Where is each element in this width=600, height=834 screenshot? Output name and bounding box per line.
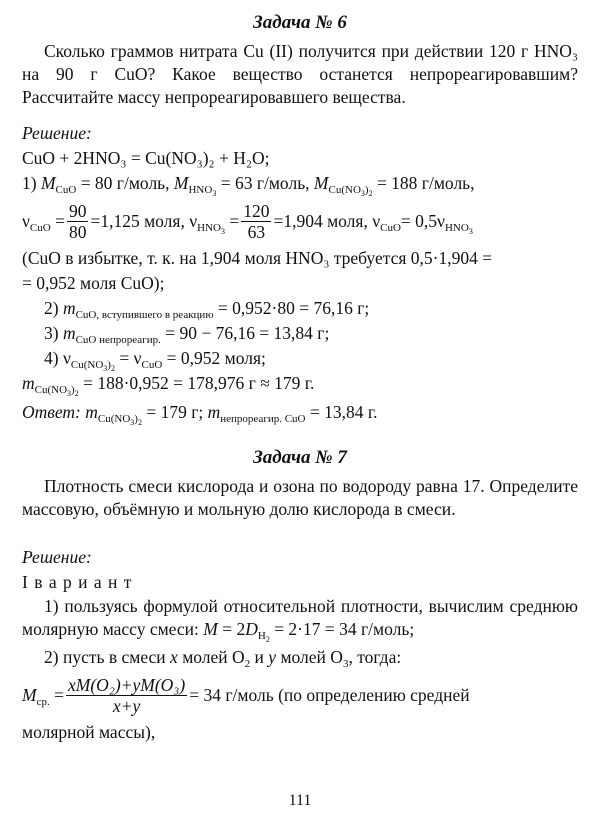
step3-sub: CuO непрореагир. [75,334,161,346]
mean-mass-tail-2: молярной массы), [22,722,156,742]
fraction-hno3: $\frac{120}{63}$ [243,200,270,242]
task6-statement: Сколько граммов нитрата Cu (II) получится при действии 120 г HNO₃ на 90 г CuO? Какое вещество останется непрореагировавшим? Рассчитайте массу непрореагировавшего вещества. [22,41,578,107]
task7-solution-heading: Решение: [22,547,92,567]
task6-solution-heading: Решение: [22,123,92,143]
nu-compare: = 0,5 [400,210,438,231]
page-number: 111 [288,792,312,809]
task7-title: Задача № 7 [253,447,347,468]
page-content [22,12,578,745]
task7-step1: 1) пользуясь формулой относительной плотности, вычислим среднюю молярную массу смеси: $M = 2D_{H_2} = 2\cdot 17 = 34$ г/моль; [22,596,578,644]
variant-label: I в а р и а н т [22,572,133,592]
step2-sub: CuO, вступившего в реакцию [75,309,214,321]
reaction-equation: CuO + 2HNO₃ = Cu(NO₃)₂ + H₂O; [22,148,270,168]
moles-line: $\nu_{CuO}$ = $\frac{90}{80}$ =1,125 моля, $\nu_{HNO_3}$ = $\frac{120}{63}$ =1,904 моля, $\nu_{CuO}$ = 0,5 $\nu_{HNO_3}$ [22,200,473,242]
fraction-mean-mass: $\frac{\text{xM(O₂)+yM(O₃)}}{x+y}$ [67,674,186,716]
step2-line: 2) $m_{CuO, вступившего в реакцию} = 0,952\cdot 80 = 76,16$ г; [44,298,370,321]
m-cuo-value: = 80 г/моль, [80,173,170,193]
answer-line: Ответ: $m_{Cu(NO_3)_2} = 179$ г; $m_{непрореагир. CuO} = 13,84$ г. [22,402,378,427]
step1-prefix: 1) [22,173,41,193]
task7-step2: 2) пусть в смеси x молей $O_2$ и y молей $O_3$, тогда: [44,647,402,670]
step4-line: 4) $\nu_{Cu(NO_3)_2} = \nu_{CuO} = 0,952$ моля; [44,348,266,373]
mass-calc-line: $m_{Cu(NO_3)_2} = 188\cdot 0,952 = 178,976$ г ≈ 179 г. [22,373,315,398]
step3-line: 3) $m_{CuO непрореагир.} = 90 - 76,16 = 13,84$ г; [44,323,330,346]
task7-statement: Плотность смеси кислорода и озона по водороду равна 17. Определите массовую, объёмную и мольную долю кислорода в смеси. [22,476,578,519]
excess-line-1: (CuO в избытке, т. к. на 1,904 моля HNO₃ требуется 0,5·1,904 = [22,248,493,268]
mean-molar-mass-formula: $M_{ср.}$ = $\frac{\text{xM(O₂)+yM(O₃)}}{x+y}$ = 34 г/моль (по определению средней [22,674,470,716]
fraction-cuo: $\frac{90}{80}$ [68,200,87,242]
nu-hno3-value: =1,904 моля, [273,210,368,231]
task6-title: Задача № 6 [253,12,347,33]
answer-label: Ответ: [22,402,86,422]
excess-line-2: = 0,952 моля CuO); [22,273,165,293]
nu-cuo-value: =1,125 моля, [90,210,185,231]
mean-mass-tail: = 34 г/моль (по определению средней [189,684,470,705]
m-cuno3-value: = 188 г/моль, [376,173,475,193]
m-hno3-value: = 63 г/моль, [220,173,310,193]
molar-masses-line: 1) $M_{CuO} = 80$ г/моль, $M_{HNO_3} = 63$ г/моль, $M_{Cu(NO_3)_2} = 188$ г/моль, [22,173,475,198]
